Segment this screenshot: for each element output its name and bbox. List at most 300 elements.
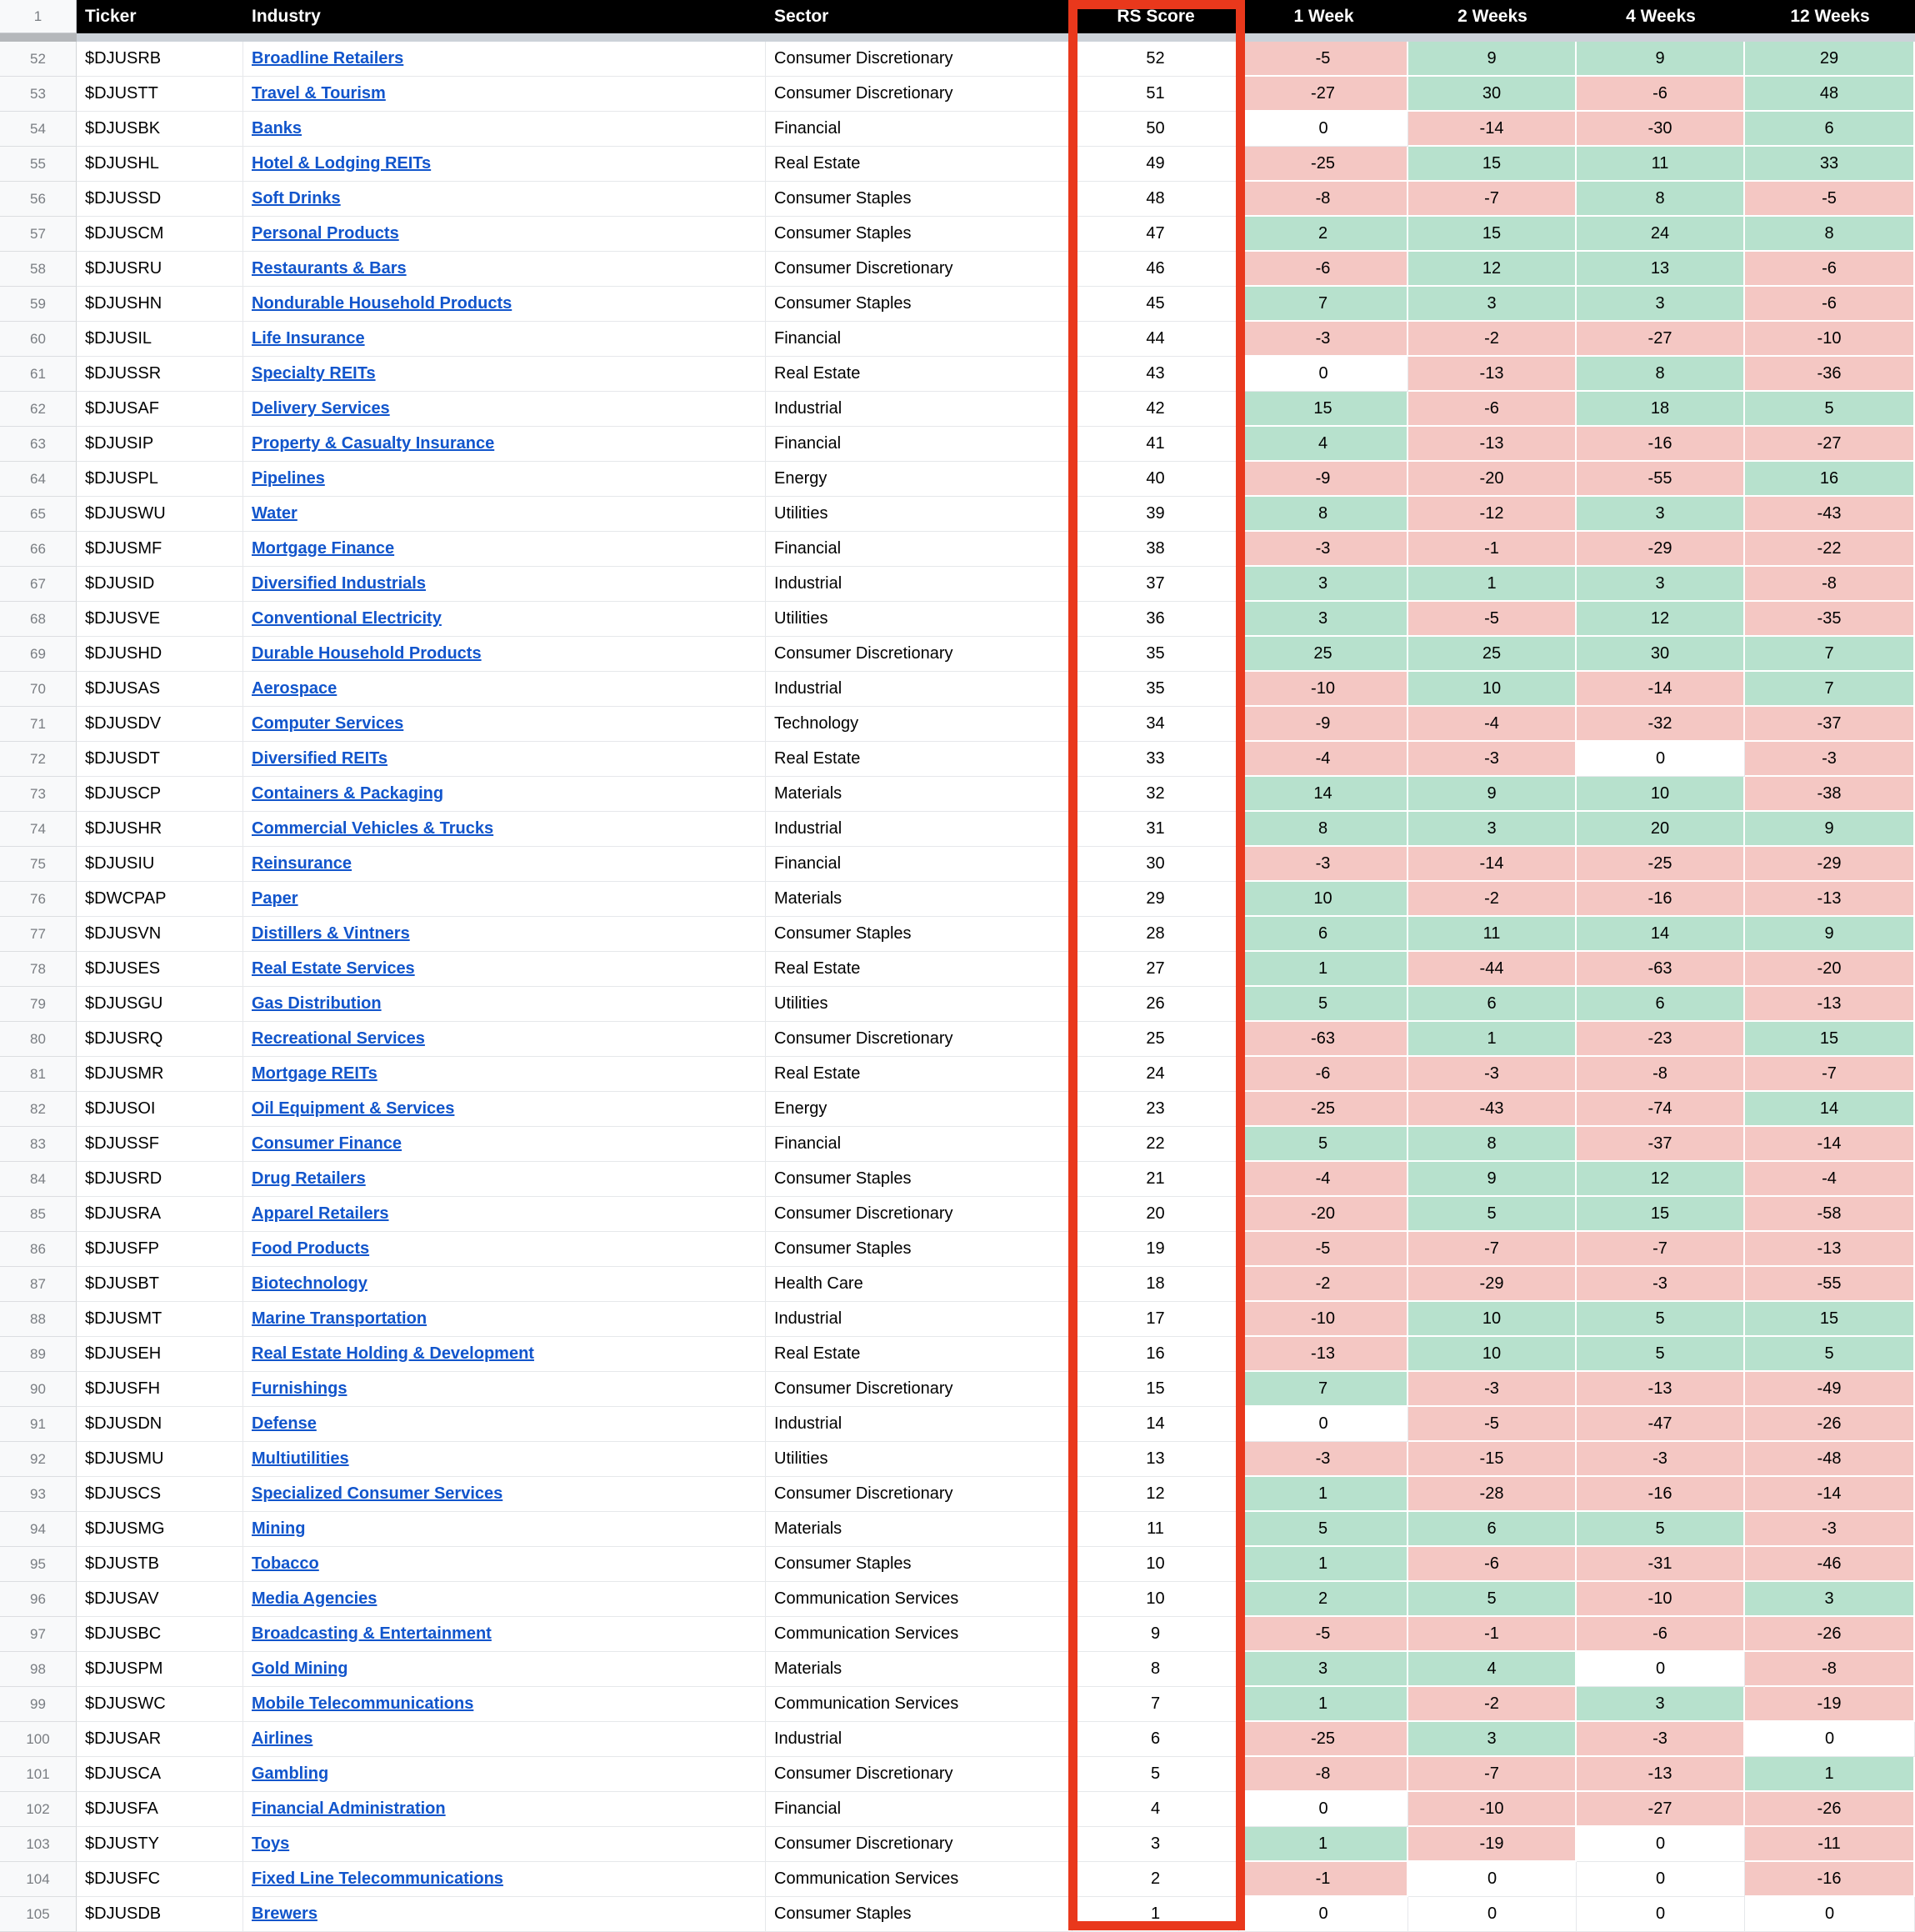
cell-industry-wrap[interactable] <box>243 917 766 952</box>
cell-1-week[interactable]: -3 <box>1239 847 1408 882</box>
industry-link[interactable]: Airlines <box>252 1729 313 1748</box>
cell-industry-wrap[interactable] <box>243 1512 766 1547</box>
cell-1-week[interactable]: 0 <box>1239 1897 1408 1932</box>
cell-ticker[interactable]: $DJUSES <box>77 952 243 987</box>
row-number[interactable]: 87 <box>0 1267 77 1302</box>
row-number[interactable]: 98 <box>0 1652 77 1687</box>
cell-2-weeks[interactable]: -19 <box>1408 1827 1577 1862</box>
cell-12-weeks[interactable]: -13 <box>1745 1232 1915 1267</box>
cell-12-weeks[interactable]: 6 <box>1745 112 1915 147</box>
cell-sector[interactable]: Financial <box>766 1127 1072 1162</box>
cell-2-weeks[interactable]: 3 <box>1408 812 1577 847</box>
cell-2-weeks[interactable]: 8 <box>1408 1127 1577 1162</box>
column-header-rs-score[interactable]: RS Score <box>1072 0 1239 33</box>
row-number[interactable]: 89 <box>0 1337 77 1372</box>
cell-rs-score[interactable]: 18 <box>1072 1267 1239 1302</box>
cell-industry-wrap[interactable] <box>243 252 766 287</box>
cell-industry-wrap[interactable] <box>243 882 766 917</box>
cell-sector[interactable]: Consumer Staples <box>766 1232 1072 1267</box>
industry-link[interactable]: Food Products <box>252 1239 370 1258</box>
cell-2-weeks[interactable]: -15 <box>1408 1442 1577 1477</box>
cell-ticker[interactable]: $DJUSHR <box>77 812 243 847</box>
cell-industry-wrap[interactable] <box>243 987 766 1022</box>
cell-ticker[interactable]: $DJUSHD <box>77 637 243 672</box>
cell-sector[interactable]: Communication Services <box>766 1617 1072 1652</box>
industry-link[interactable]: Real Estate Holding & Development <box>252 1344 534 1363</box>
cell-1-week[interactable]: 1 <box>1239 1547 1408 1582</box>
cell-2-weeks[interactable]: -14 <box>1408 847 1577 882</box>
cell-sector[interactable]: Financial <box>766 847 1072 882</box>
cell-12-weeks[interactable]: -27 <box>1745 427 1915 462</box>
cell-ticker[interactable]: $DJUSVN <box>77 917 243 952</box>
cell-1-week[interactable]: -25 <box>1239 147 1408 182</box>
cell-sector[interactable]: Industrial <box>766 812 1072 847</box>
cell-12-weeks[interactable]: -19 <box>1745 1687 1915 1722</box>
cell-4-weeks[interactable]: 5 <box>1577 1337 1745 1372</box>
cell-rs-score[interactable]: 39 <box>1072 497 1239 532</box>
cell-4-weeks[interactable]: -27 <box>1577 1792 1745 1827</box>
cell-1-week[interactable]: -20 <box>1239 1197 1408 1232</box>
row-number[interactable]: 64 <box>0 462 77 497</box>
cell-1-week[interactable]: -3 <box>1239 322 1408 357</box>
cell-12-weeks[interactable]: 33 <box>1745 147 1915 182</box>
cell-rs-score[interactable]: 30 <box>1072 847 1239 882</box>
cell-12-weeks[interactable]: -26 <box>1745 1407 1915 1442</box>
cell-rs-score[interactable]: 23 <box>1072 1092 1239 1127</box>
row-number[interactable]: 86 <box>0 1232 77 1267</box>
cell-2-weeks[interactable]: 11 <box>1408 917 1577 952</box>
row-number[interactable]: 90 <box>0 1372 77 1407</box>
cell-industry-wrap[interactable] <box>243 392 766 427</box>
cell-1-week[interactable]: -3 <box>1239 1442 1408 1477</box>
industry-link[interactable]: Consumer Finance <box>252 1134 402 1153</box>
cell-ticker[interactable]: $DJUSSR <box>77 357 243 392</box>
cell-1-week[interactable]: 15 <box>1239 392 1408 427</box>
cell-ticker[interactable]: $DJUSTY <box>77 1827 243 1862</box>
cell-sector[interactable]: Financial <box>766 322 1072 357</box>
cell-2-weeks[interactable]: -6 <box>1408 392 1577 427</box>
cell-2-weeks[interactable]: -44 <box>1408 952 1577 987</box>
cell-2-weeks[interactable]: 6 <box>1408 1512 1577 1547</box>
row-number[interactable]: 80 <box>0 1022 77 1057</box>
industry-link[interactable]: Hotel & Lodging REITs <box>252 154 432 173</box>
industry-link[interactable]: Diversified REITs <box>252 749 388 768</box>
industry-link[interactable]: Drug Retailers <box>252 1169 366 1188</box>
cell-4-weeks[interactable]: -16 <box>1577 427 1745 462</box>
cell-2-weeks[interactable]: -29 <box>1408 1267 1577 1302</box>
cell-rs-score[interactable]: 44 <box>1072 322 1239 357</box>
cell-rs-score[interactable]: 35 <box>1072 672 1239 707</box>
cell-industry-wrap[interactable] <box>243 77 766 112</box>
cell-4-weeks[interactable]: -29 <box>1577 532 1745 567</box>
cell-rs-score[interactable]: 46 <box>1072 252 1239 287</box>
industry-link[interactable]: Mortgage REITs <box>252 1064 378 1083</box>
cell-sector[interactable]: Materials <box>766 882 1072 917</box>
cell-4-weeks[interactable]: -25 <box>1577 847 1745 882</box>
row-number-header[interactable]: 1 <box>0 0 77 33</box>
row-number[interactable]: 104 <box>0 1862 77 1897</box>
cell-ticker[interactable]: $DJUSHL <box>77 147 243 182</box>
cell-2-weeks[interactable]: -2 <box>1408 882 1577 917</box>
cell-industry-wrap[interactable] <box>243 812 766 847</box>
cell-4-weeks[interactable]: -31 <box>1577 1547 1745 1582</box>
cell-rs-score[interactable]: 29 <box>1072 882 1239 917</box>
cell-rs-score[interactable]: 42 <box>1072 392 1239 427</box>
industry-link[interactable]: Toys <box>252 1834 290 1853</box>
cell-1-week[interactable]: -25 <box>1239 1092 1408 1127</box>
cell-sector[interactable]: Consumer Discretionary <box>766 252 1072 287</box>
cell-4-weeks[interactable]: -32 <box>1577 707 1745 742</box>
cell-industry-wrap[interactable] <box>243 1267 766 1302</box>
cell-12-weeks[interactable]: -11 <box>1745 1827 1915 1862</box>
cell-4-weeks[interactable]: 0 <box>1577 1862 1745 1897</box>
cell-12-weeks[interactable]: 15 <box>1745 1022 1915 1057</box>
cell-sector[interactable]: Real Estate <box>766 952 1072 987</box>
cell-2-weeks[interactable]: -13 <box>1408 427 1577 462</box>
row-number[interactable]: 99 <box>0 1687 77 1722</box>
cell-ticker[interactable]: $DJUSTB <box>77 1547 243 1582</box>
cell-sector[interactable]: Industrial <box>766 1302 1072 1337</box>
cell-industry-wrap[interactable] <box>243 1757 766 1792</box>
cell-ticker[interactable]: $DJUSSD <box>77 182 243 217</box>
cell-ticker[interactable]: $DJUSIP <box>77 427 243 462</box>
row-number[interactable]: 92 <box>0 1442 77 1477</box>
industry-link[interactable]: Broadcasting & Entertainment <box>252 1624 492 1643</box>
row-number[interactable]: 65 <box>0 497 77 532</box>
cell-industry-wrap[interactable] <box>243 952 766 987</box>
cell-12-weeks[interactable]: 16 <box>1745 462 1915 497</box>
cell-2-weeks[interactable]: -6 <box>1408 1547 1577 1582</box>
cell-12-weeks[interactable]: -8 <box>1745 1652 1915 1687</box>
cell-sector[interactable]: Consumer Discretionary <box>766 1477 1072 1512</box>
cell-1-week[interactable]: -8 <box>1239 182 1408 217</box>
cell-4-weeks[interactable]: 5 <box>1577 1302 1745 1337</box>
row-number[interactable]: 71 <box>0 707 77 742</box>
cell-rs-score[interactable]: 51 <box>1072 77 1239 112</box>
row-number[interactable]: 79 <box>0 987 77 1022</box>
industry-link[interactable]: Life Insurance <box>252 329 365 348</box>
cell-sector[interactable]: Real Estate <box>766 1057 1072 1092</box>
cell-12-weeks[interactable]: -49 <box>1745 1372 1915 1407</box>
cell-4-weeks[interactable]: 14 <box>1577 917 1745 952</box>
industry-link[interactable]: Banks <box>252 119 302 138</box>
cell-12-weeks[interactable]: 5 <box>1745 392 1915 427</box>
cell-12-weeks[interactable]: 8 <box>1745 217 1915 252</box>
cell-industry-wrap[interactable] <box>243 1722 766 1757</box>
cell-12-weeks[interactable]: 3 <box>1745 1582 1915 1617</box>
cell-12-weeks[interactable]: 29 <box>1745 42 1915 77</box>
industry-link[interactable]: Brewers <box>252 1904 318 1923</box>
cell-4-weeks[interactable]: 0 <box>1577 1827 1745 1862</box>
cell-1-week[interactable]: -5 <box>1239 1232 1408 1267</box>
cell-12-weeks[interactable]: -58 <box>1745 1197 1915 1232</box>
industry-link[interactable]: Restaurants & Bars <box>252 259 407 278</box>
cell-4-weeks[interactable]: 6 <box>1577 987 1745 1022</box>
cell-industry-wrap[interactable] <box>243 1057 766 1092</box>
cell-sector[interactable]: Health Care <box>766 1267 1072 1302</box>
cell-rs-score[interactable]: 52 <box>1072 42 1239 77</box>
cell-1-week[interactable]: 3 <box>1239 567 1408 602</box>
row-number[interactable]: 77 <box>0 917 77 952</box>
industry-link[interactable]: Personal Products <box>252 224 399 243</box>
cell-4-weeks[interactable]: -3 <box>1577 1267 1745 1302</box>
column-header-2-weeks[interactable]: 2 Weeks <box>1408 0 1577 33</box>
cell-ticker[interactable]: $DJUSWU <box>77 497 243 532</box>
cell-2-weeks[interactable]: 25 <box>1408 637 1577 672</box>
cell-1-week[interactable]: 6 <box>1239 917 1408 952</box>
cell-4-weeks[interactable]: -3 <box>1577 1442 1745 1477</box>
cell-rs-score[interactable]: 49 <box>1072 147 1239 182</box>
cell-2-weeks[interactable]: -28 <box>1408 1477 1577 1512</box>
cell-4-weeks[interactable]: 24 <box>1577 217 1745 252</box>
cell-sector[interactable]: Utilities <box>766 987 1072 1022</box>
industry-link[interactable]: Soft Drinks <box>252 189 341 208</box>
cell-2-weeks[interactable]: 15 <box>1408 217 1577 252</box>
industry-link[interactable]: Recreational Services <box>252 1029 425 1048</box>
cell-12-weeks[interactable]: -48 <box>1745 1442 1915 1477</box>
row-number[interactable]: 72 <box>0 742 77 777</box>
cell-ticker[interactable]: $DJUSPM <box>77 1652 243 1687</box>
cell-industry-wrap[interactable] <box>243 1582 766 1617</box>
cell-rs-score[interactable]: 3 <box>1072 1827 1239 1862</box>
industry-link[interactable]: Defense <box>252 1414 317 1433</box>
cell-sector[interactable]: Real Estate <box>766 357 1072 392</box>
cell-12-weeks[interactable]: -10 <box>1745 322 1915 357</box>
cell-1-week[interactable]: -9 <box>1239 462 1408 497</box>
cell-12-weeks[interactable]: -6 <box>1745 287 1915 322</box>
row-number[interactable]: 85 <box>0 1197 77 1232</box>
cell-sector[interactable]: Industrial <box>766 392 1072 427</box>
industry-link[interactable]: Broadline Retailers <box>252 49 404 68</box>
cell-industry-wrap[interactable] <box>243 847 766 882</box>
cell-ticker[interactable]: $DJUSAV <box>77 1582 243 1617</box>
cell-rs-score[interactable]: 10 <box>1072 1582 1239 1617</box>
cell-4-weeks[interactable]: -16 <box>1577 882 1745 917</box>
cell-ticker[interactable]: $DJUSFA <box>77 1792 243 1827</box>
cell-rs-score[interactable]: 4 <box>1072 1792 1239 1827</box>
cell-4-weeks[interactable]: 8 <box>1577 357 1745 392</box>
cell-industry-wrap[interactable] <box>243 112 766 147</box>
cell-12-weeks[interactable]: -43 <box>1745 497 1915 532</box>
cell-4-weeks[interactable]: 3 <box>1577 287 1745 322</box>
cell-industry-wrap[interactable] <box>243 742 766 777</box>
cell-4-weeks[interactable]: 0 <box>1577 1897 1745 1932</box>
cell-industry-wrap[interactable] <box>243 42 766 77</box>
cell-1-week[interactable]: 14 <box>1239 777 1408 812</box>
cell-4-weeks[interactable]: 3 <box>1577 567 1745 602</box>
cell-industry-wrap[interactable] <box>243 672 766 707</box>
industry-link[interactable]: Media Agencies <box>252 1589 378 1608</box>
cell-1-week[interactable]: -9 <box>1239 707 1408 742</box>
industry-link[interactable]: Commercial Vehicles & Trucks <box>252 819 494 838</box>
cell-industry-wrap[interactable] <box>243 1372 766 1407</box>
cell-1-week[interactable]: 1 <box>1239 952 1408 987</box>
cell-2-weeks[interactable]: 6 <box>1408 987 1577 1022</box>
cell-2-weeks[interactable]: -43 <box>1408 1092 1577 1127</box>
cell-12-weeks[interactable]: -26 <box>1745 1792 1915 1827</box>
cell-12-weeks[interactable]: -38 <box>1745 777 1915 812</box>
row-number[interactable]: 67 <box>0 567 77 602</box>
cell-4-weeks[interactable]: 3 <box>1577 1687 1745 1722</box>
cell-2-weeks[interactable]: -1 <box>1408 532 1577 567</box>
cell-1-week[interactable]: -1 <box>1239 1862 1408 1897</box>
cell-1-week[interactable]: 7 <box>1239 1372 1408 1407</box>
cell-industry-wrap[interactable] <box>243 182 766 217</box>
cell-rs-score[interactable]: 45 <box>1072 287 1239 322</box>
cell-sector[interactable]: Consumer Staples <box>766 182 1072 217</box>
cell-sector[interactable]: Consumer Staples <box>766 1162 1072 1197</box>
row-number[interactable]: 76 <box>0 882 77 917</box>
industry-link[interactable]: Conventional Electricity <box>252 609 442 628</box>
cell-industry-wrap[interactable] <box>243 427 766 462</box>
row-number[interactable]: 82 <box>0 1092 77 1127</box>
row-number[interactable]: 94 <box>0 1512 77 1547</box>
cell-rs-score[interactable]: 2 <box>1072 1862 1239 1897</box>
cell-industry-wrap[interactable] <box>243 497 766 532</box>
industry-link[interactable]: Biotechnology <box>252 1274 368 1293</box>
cell-2-weeks[interactable]: 5 <box>1408 1197 1577 1232</box>
cell-rs-score[interactable]: 31 <box>1072 812 1239 847</box>
cell-industry-wrap[interactable] <box>243 1897 766 1932</box>
cell-2-weeks[interactable]: 9 <box>1408 42 1577 77</box>
row-number[interactable]: 68 <box>0 602 77 637</box>
cell-12-weeks[interactable]: -20 <box>1745 952 1915 987</box>
cell-12-weeks[interactable]: 48 <box>1745 77 1915 112</box>
industry-link[interactable]: Durable Household Products <box>252 644 482 663</box>
cell-industry-wrap[interactable] <box>243 217 766 252</box>
cell-1-week[interactable]: 3 <box>1239 1652 1408 1687</box>
industry-link[interactable]: Delivery Services <box>252 399 390 418</box>
cell-2-weeks[interactable]: 5 <box>1408 1582 1577 1617</box>
cell-rs-score[interactable]: 33 <box>1072 742 1239 777</box>
cell-1-week[interactable]: 1 <box>1239 1477 1408 1512</box>
column-header-4-weeks[interactable]: 4 Weeks <box>1577 0 1745 33</box>
cell-12-weeks[interactable]: -3 <box>1745 1512 1915 1547</box>
industry-link[interactable]: Marine Transportation <box>252 1309 428 1328</box>
cell-2-weeks[interactable]: -20 <box>1408 462 1577 497</box>
cell-2-weeks[interactable]: 10 <box>1408 1302 1577 1337</box>
cell-rs-score[interactable]: 20 <box>1072 1197 1239 1232</box>
cell-ticker[interactable]: $DJUSMR <box>77 1057 243 1092</box>
cell-2-weeks[interactable]: -12 <box>1408 497 1577 532</box>
cell-4-weeks[interactable]: 20 <box>1577 812 1745 847</box>
cell-ticker[interactable]: $DJUSRA <box>77 1197 243 1232</box>
cell-sector[interactable]: Materials <box>766 1652 1072 1687</box>
cell-rs-score[interactable]: 21 <box>1072 1162 1239 1197</box>
cell-sector[interactable]: Utilities <box>766 497 1072 532</box>
cell-4-weeks[interactable]: 13 <box>1577 252 1745 287</box>
cell-4-weeks[interactable]: -8 <box>1577 1057 1745 1092</box>
cell-sector[interactable]: Consumer Staples <box>766 1547 1072 1582</box>
cell-industry-wrap[interactable] <box>243 1302 766 1337</box>
cell-12-weeks[interactable]: -26 <box>1745 1617 1915 1652</box>
cell-rs-score[interactable]: 34 <box>1072 707 1239 742</box>
cell-2-weeks[interactable]: -3 <box>1408 742 1577 777</box>
cell-ticker[interactable]: $DJUSMT <box>77 1302 243 1337</box>
cell-ticker[interactable]: $DJUSDT <box>77 742 243 777</box>
cell-2-weeks[interactable]: -14 <box>1408 112 1577 147</box>
cell-1-week[interactable]: 0 <box>1239 1792 1408 1827</box>
cell-industry-wrap[interactable] <box>243 287 766 322</box>
cell-rs-score[interactable]: 36 <box>1072 602 1239 637</box>
cell-12-weeks[interactable]: -36 <box>1745 357 1915 392</box>
cell-12-weeks[interactable]: -14 <box>1745 1127 1915 1162</box>
row-number[interactable]: 62 <box>0 392 77 427</box>
cell-ticker[interactable]: $DJUSBT <box>77 1267 243 1302</box>
cell-ticker[interactable]: $DJUSPL <box>77 462 243 497</box>
row-number[interactable]: 97 <box>0 1617 77 1652</box>
industry-link[interactable]: Distillers & Vintners <box>252 924 410 943</box>
cell-12-weeks[interactable]: 1 <box>1745 1757 1915 1792</box>
cell-rs-score[interactable]: 28 <box>1072 917 1239 952</box>
cell-rs-score[interactable]: 14 <box>1072 1407 1239 1442</box>
cell-ticker[interactable]: $DJUSGU <box>77 987 243 1022</box>
cell-12-weeks[interactable]: -6 <box>1745 252 1915 287</box>
cell-4-weeks[interactable]: -16 <box>1577 1477 1745 1512</box>
industry-link[interactable]: Real Estate Services <box>252 959 415 978</box>
industry-link[interactable]: Computer Services <box>252 714 404 733</box>
cell-1-week[interactable]: -25 <box>1239 1722 1408 1757</box>
cell-sector[interactable]: Energy <box>766 462 1072 497</box>
cell-industry-wrap[interactable] <box>243 1617 766 1652</box>
cell-sector[interactable]: Consumer Discretionary <box>766 1827 1072 1862</box>
industry-link[interactable]: Mining <box>252 1519 306 1538</box>
cell-2-weeks[interactable]: -7 <box>1408 1232 1577 1267</box>
cell-sector[interactable]: Consumer Discretionary <box>766 1022 1072 1057</box>
cell-1-week[interactable]: 25 <box>1239 637 1408 672</box>
cell-2-weeks[interactable]: -4 <box>1408 707 1577 742</box>
row-number[interactable]: 73 <box>0 777 77 812</box>
cell-ticker[interactable]: $DJUSFP <box>77 1232 243 1267</box>
cell-rs-score[interactable]: 11 <box>1072 1512 1239 1547</box>
cell-4-weeks[interactable]: -6 <box>1577 1617 1745 1652</box>
cell-12-weeks[interactable]: -13 <box>1745 987 1915 1022</box>
industry-link[interactable]: Reinsurance <box>252 854 352 873</box>
cell-2-weeks[interactable]: 3 <box>1408 287 1577 322</box>
row-number[interactable]: 75 <box>0 847 77 882</box>
cell-2-weeks[interactable]: -10 <box>1408 1792 1577 1827</box>
cell-industry-wrap[interactable] <box>243 1652 766 1687</box>
cell-4-weeks[interactable]: -7 <box>1577 1232 1745 1267</box>
cell-12-weeks[interactable]: -16 <box>1745 1862 1915 1897</box>
cell-2-weeks[interactable]: 0 <box>1408 1897 1577 1932</box>
cell-12-weeks[interactable]: 9 <box>1745 917 1915 952</box>
cell-sector[interactable]: Consumer Staples <box>766 1897 1072 1932</box>
cell-12-weeks[interactable]: -29 <box>1745 847 1915 882</box>
cell-ticker[interactable]: $DJUSAS <box>77 672 243 707</box>
cell-2-weeks[interactable]: 9 <box>1408 777 1577 812</box>
cell-4-weeks[interactable]: -6 <box>1577 77 1745 112</box>
cell-12-weeks[interactable]: -7 <box>1745 1057 1915 1092</box>
industry-link[interactable]: Travel & Tourism <box>252 84 386 103</box>
row-number[interactable]: 70 <box>0 672 77 707</box>
cell-industry-wrap[interactable] <box>243 1022 766 1057</box>
cell-rs-score[interactable]: 17 <box>1072 1302 1239 1337</box>
row-number[interactable]: 91 <box>0 1407 77 1442</box>
cell-ticker[interactable]: $DJUSRU <box>77 252 243 287</box>
column-header-industry[interactable]: Industry <box>243 0 766 33</box>
cell-ticker[interactable]: $DJUSEH <box>77 1337 243 1372</box>
cell-ticker[interactable]: $DJUSDN <box>77 1407 243 1442</box>
cell-ticker[interactable]: $DJUSOI <box>77 1092 243 1127</box>
cell-ticker[interactable]: $DJUSAR <box>77 1722 243 1757</box>
cell-2-weeks[interactable]: 3 <box>1408 1722 1577 1757</box>
cell-2-weeks[interactable]: 30 <box>1408 77 1577 112</box>
cell-2-weeks[interactable]: -13 <box>1408 357 1577 392</box>
cell-industry-wrap[interactable] <box>243 1547 766 1582</box>
cell-ticker[interactable]: $DJUSHN <box>77 287 243 322</box>
cell-12-weeks[interactable]: -3 <box>1745 742 1915 777</box>
